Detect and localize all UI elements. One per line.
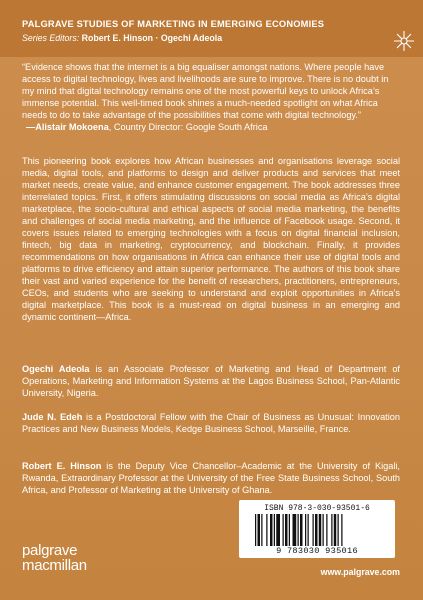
- isbn-label: ISBN 978-3-030-93501-6: [264, 504, 370, 513]
- barcode-graphic: [253, 514, 381, 546]
- quote-attribution: [22, 121, 400, 133]
- publisher-name-line2: macmillan: [22, 557, 87, 574]
- author-bio: [22, 411, 400, 435]
- author-name: Jude N. Edeh: [22, 412, 83, 422]
- endorsement-quote: [22, 61, 400, 133]
- author-bio: [22, 363, 400, 399]
- series-title: PALGRAVE STUDIES OF MARKETING IN EMERGING ECONOMIES: [22, 19, 325, 29]
- author-bio-text: is an Associate Professor of Marketing and Head of Department of Operations, Marketing and Information Systems at the Lagos Business School, Pan-Atlantic University, Nigeria.: [22, 364, 400, 398]
- springer-nature-star-icon: [393, 30, 415, 52]
- author-name: Ogechi Adeola: [22, 364, 90, 374]
- quote-author-role: , Country Director: Google South Africa: [108, 122, 268, 132]
- author-name: Robert E. Hinson: [22, 461, 102, 471]
- quote-author: —Alistair Mokoena: [26, 122, 109, 132]
- publisher-logo: [22, 543, 87, 573]
- barcode-number: 9 783030 935016: [276, 546, 358, 556]
- author-bio-text: is the Deputy Vice Chancellor–Academic at the University of Kigali, Rwanda, Extraordinary Professor at the University of the Free State Business School, South Africa, and Professor of Marketing at the University of Ghana.: [22, 461, 400, 495]
- series-editors-label: Series Editors:: [22, 33, 80, 43]
- publisher-website: www.palgrave.com: [320, 567, 400, 577]
- quote-text: “Evidence shows that the internet is a big equaliser amongst nations. Where people have access to digital technology, lives and livelihoods are sure to improve. There is no doubt in my mind that digital technology remains one of the most powerful keys to unlock Africa’s immense potential. This well-timed book shines a much-needed spotlight on what Africa needs to do to take advantage of the possibilities that come with digital technology.”: [22, 62, 389, 120]
- isbn-barcode-box: [239, 500, 395, 558]
- book-description: This pioneering book explores how African businesses and organisations leverage social media, digital tools, and platforms to design and deliver products and services that meet market needs, create value, and enhance customer engagement. The book addresses three interrelated topics. First, it offers stimulating discussions on social media as Africa’s digital marketplace, the socio-cultural and ethical aspects of social media marketing, the benefits and challenges of social media marketing, and the influence of Facebook usage. Second, it covers issues related to emerging technologies with a focus on digital financial inclusion, fintech, big data in marketing, cryptocurrency, and blockchain. Finally, it provides recommendations on how organisations in Africa can enhance their use of digital tools and platforms to drive efficiency and attain superior performance. The authors of this book share their vast and varied experience for the benefit of researchers, practitioners, entrepreneurs, CEOs, and students who are seeking to understand and exploit opportunities in Africa’s digital marketplace. This book is a must-read on digital business in an emerging and dynamic continent—Africa.: [22, 156, 400, 322]
- series-editors-names: Robert E. Hinson · Ogechi Adeola: [81, 33, 223, 43]
- series-editors: [22, 33, 222, 43]
- publisher-name-line1: palgrave: [22, 542, 78, 559]
- author-bio: [22, 460, 400, 496]
- author-bio-text: is a Postdoctoral Fellow with the Chair of Business as Unusual: Innovation Practices and New Business Models, Kedge Business School, Marseille, France.: [22, 412, 400, 434]
